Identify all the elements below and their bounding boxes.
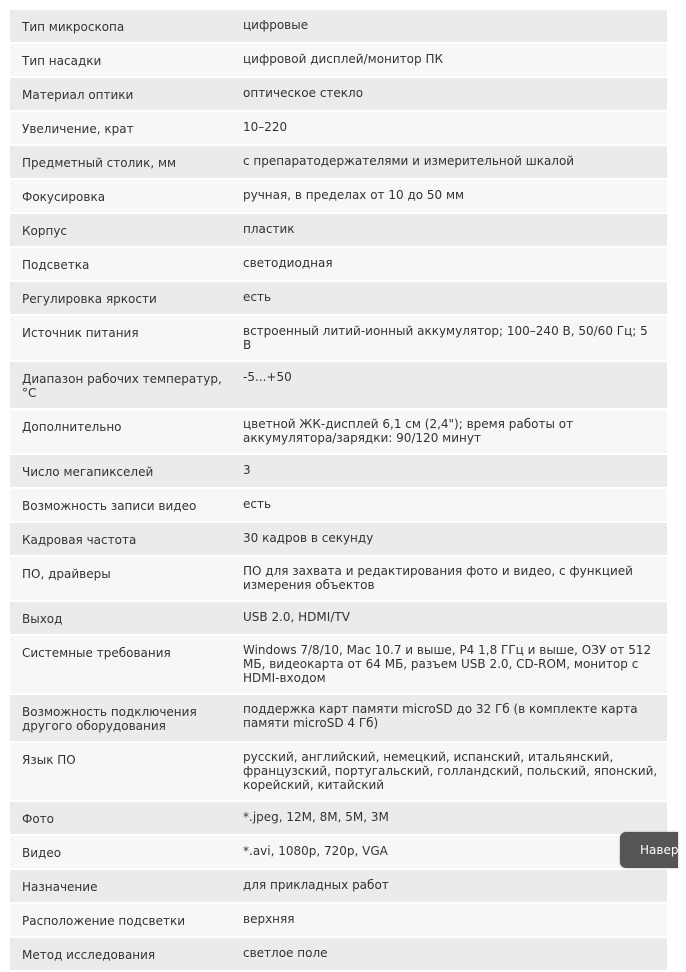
spec-value: верхняя bbox=[231, 903, 667, 937]
spec-value: светлое поле bbox=[231, 937, 667, 971]
spec-label: Кадровая частота bbox=[10, 522, 231, 556]
spec-label: Видео bbox=[10, 835, 231, 869]
spec-label: Фото bbox=[10, 801, 231, 835]
spec-row bbox=[10, 77, 667, 111]
spec-label: Предметный столик, мм bbox=[10, 145, 231, 179]
spec-label: Назначение bbox=[10, 869, 231, 903]
spec-label: Метод исследования bbox=[10, 937, 231, 971]
spec-label: Тип насадки bbox=[10, 43, 231, 77]
spec-row bbox=[10, 556, 667, 601]
spec-label: Источник питания bbox=[10, 315, 231, 361]
spec-row bbox=[10, 315, 667, 361]
spec-row bbox=[10, 361, 667, 409]
spec-value: цветной ЖК-дисплей 6,1 см (2,4"); время работы от аккумулятора/зарядки: 90/120 минут bbox=[231, 409, 667, 454]
spec-label: Подсветка bbox=[10, 247, 231, 281]
spec-value: встроенный литий-ионный аккумулятор; 100–240 В, 50/60 Гц; 5 В bbox=[231, 315, 667, 361]
spec-row bbox=[10, 903, 667, 937]
spec-value: русский, английский, немецкий, испанский, итальянский, французский, португальский, голландский, польский, японский, корейский, китайский bbox=[231, 742, 667, 801]
spec-row bbox=[10, 111, 667, 145]
spec-row bbox=[10, 522, 667, 556]
spec-row bbox=[10, 635, 667, 694]
spec-row bbox=[10, 601, 667, 635]
spec-row bbox=[10, 213, 667, 247]
spec-value: -5...+50 bbox=[231, 361, 667, 409]
spec-row bbox=[10, 10, 667, 43]
spec-value: для прикладных работ bbox=[231, 869, 667, 903]
spec-label: Системные требования bbox=[10, 635, 231, 694]
spec-value: 3 bbox=[231, 454, 667, 488]
spec-value: цифровые bbox=[231, 10, 667, 43]
specifications-table bbox=[10, 10, 667, 972]
spec-value: есть bbox=[231, 488, 667, 522]
spec-label: Возможность записи видео bbox=[10, 488, 231, 522]
scroll-to-top-button[interactable]: Наверх bbox=[620, 832, 678, 868]
spec-value: Windows 7/8/10, Mac 10.7 и выше, P4 1,8 ГГц и выше, ОЗУ от 512 МБ, видеокарта от 64 МБ, разъем USB 2.0, CD-ROM, монитор с HDMI-входом bbox=[231, 635, 667, 694]
spec-label: Расположение подсветки bbox=[10, 903, 231, 937]
spec-label: Дополнительно bbox=[10, 409, 231, 454]
spec-value: поддержка карт памяти microSD до 32 Гб (в комплекте карта памяти microSD 4 Гб) bbox=[231, 694, 667, 742]
spec-row bbox=[10, 247, 667, 281]
spec-row bbox=[10, 43, 667, 77]
spec-value: 10–220 bbox=[231, 111, 667, 145]
spec-value: пластик bbox=[231, 213, 667, 247]
spec-label: Диапазон рабочих температур, °С bbox=[10, 361, 231, 409]
spec-value: 30 кадров в секунду bbox=[231, 522, 667, 556]
spec-row bbox=[10, 454, 667, 488]
spec-row bbox=[10, 179, 667, 213]
spec-value: оптическое стекло bbox=[231, 77, 667, 111]
spec-value: светодиодная bbox=[231, 247, 667, 281]
spec-label: Возможность подключения другого оборудования bbox=[10, 694, 231, 742]
spec-row bbox=[10, 409, 667, 454]
spec-label: Регулировка яркости bbox=[10, 281, 231, 315]
spec-label: Число мегапикселей bbox=[10, 454, 231, 488]
spec-value: USB 2.0, HDMI/TV bbox=[231, 601, 667, 635]
spec-value: *.avi, 1080p, 720p, VGA bbox=[231, 835, 667, 869]
spec-value: ручная, в пределах от 10 до 50 мм bbox=[231, 179, 667, 213]
spec-row bbox=[10, 835, 667, 869]
spec-label: Фокусировка bbox=[10, 179, 231, 213]
spec-row bbox=[10, 281, 667, 315]
spec-row bbox=[10, 869, 667, 903]
spec-value: *.jpeg, 12M, 8M, 5M, 3M bbox=[231, 801, 667, 835]
spec-label: Корпус bbox=[10, 213, 231, 247]
spec-row bbox=[10, 145, 667, 179]
spec-row bbox=[10, 937, 667, 971]
spec-label: Увеличение, крат bbox=[10, 111, 231, 145]
spec-label: Тип микроскопа bbox=[10, 10, 231, 43]
spec-row bbox=[10, 801, 667, 835]
spec-row bbox=[10, 488, 667, 522]
spec-label: Язык ПО bbox=[10, 742, 231, 801]
spec-value: цифровой дисплей/монитор ПК bbox=[231, 43, 667, 77]
spec-value: ПО для захвата и редактирования фото и видео, с функцией измерения объектов bbox=[231, 556, 667, 601]
spec-label: Выход bbox=[10, 601, 231, 635]
spec-label: ПО, драйверы bbox=[10, 556, 231, 601]
spec-value: есть bbox=[231, 281, 667, 315]
spec-row bbox=[10, 694, 667, 742]
spec-row bbox=[10, 742, 667, 801]
spec-label: Материал оптики bbox=[10, 77, 231, 111]
spec-value: с препаратодержателями и измерительной шкалой bbox=[231, 145, 667, 179]
